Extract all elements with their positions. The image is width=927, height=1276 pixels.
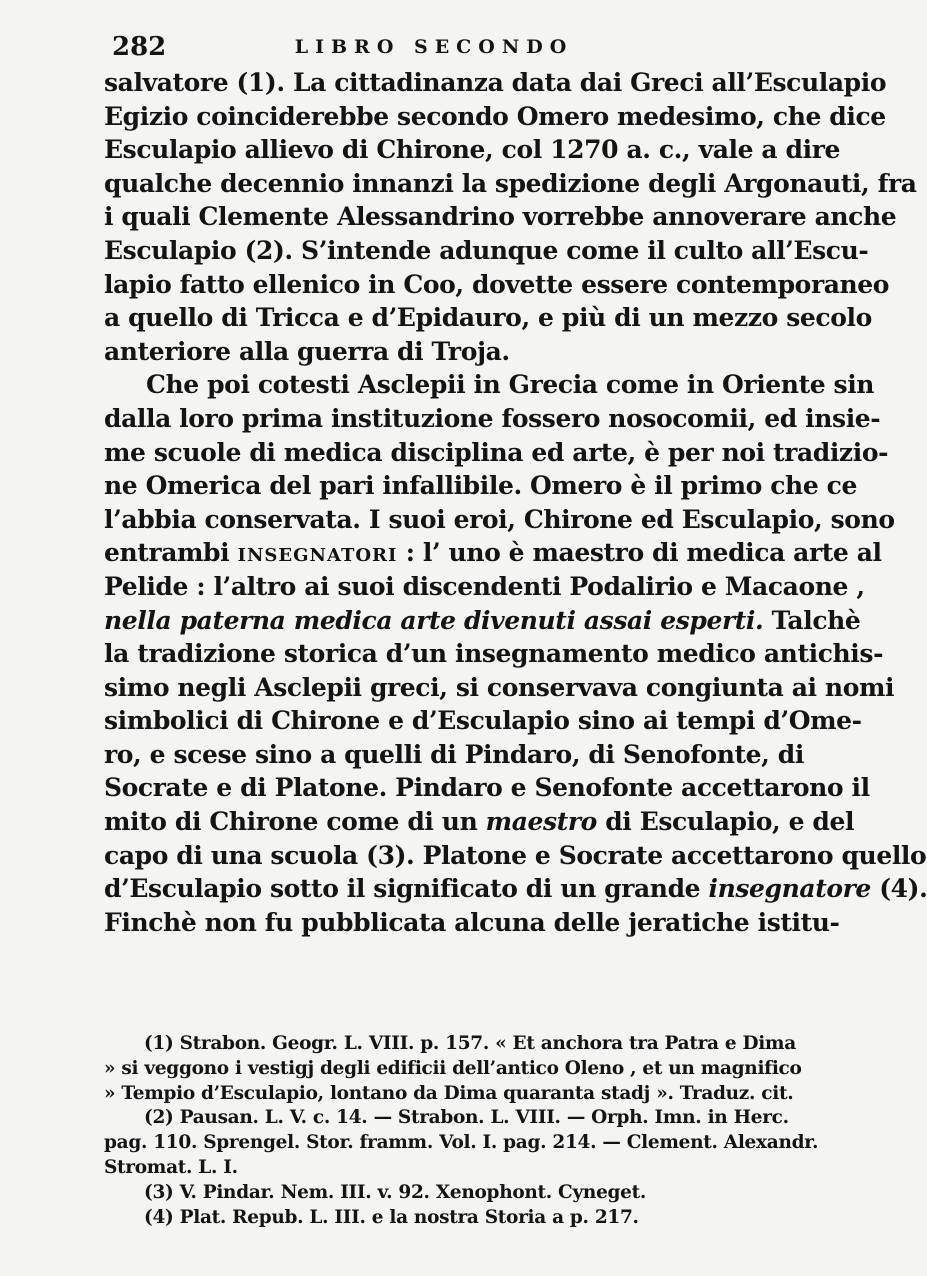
footnote-line: (4) Plat. Repub. L. III. e la nostra Storia a p. 217.	[144, 1206, 639, 1228]
text-line: qualche decennio innanzi la spedizione degli Argonauti, fra	[104, 168, 917, 198]
text-line: Egizio coinciderebbe secondo Omero medesimo, che dice	[104, 101, 886, 131]
page-header	[104, 32, 764, 62]
footnote-line: » si veggono i vestigj degli edificii dell’antico Oleno , et un magnifico	[104, 1057, 802, 1079]
text-segment: (4).	[879, 874, 927, 904]
text-line: lapio fatto ellenico in Coo, dovette essere contemporaneo	[104, 269, 890, 299]
text-line: la tradizione storica d’un insegnamento medico antichis-	[104, 639, 884, 669]
italic-word: maestro	[485, 807, 597, 837]
text-line: Socrate e di Platone. Pindaro e Senofonte accettarono il	[104, 773, 870, 803]
italic-phrase: nella paterna medica arte divenuti assai esperti.	[104, 605, 764, 635]
text-line: l’abbia conservata. I suoi eroi, Chirone ed Esculapio, sono	[104, 504, 895, 534]
text-line: Finchè non fu pubblicata alcuna delle jeratiche istitu-	[104, 907, 840, 937]
text-line	[104, 805, 855, 839]
text-line	[104, 872, 927, 906]
text-line: capo di una scuola (3). Platone e Socrate accettarono quello	[104, 840, 927, 870]
footnote-line: pag. 110. Sprengel. Stor. framm. Vol. I. pag. 214. — Clement. Alexandr.	[104, 1132, 819, 1154]
text-line	[104, 536, 882, 570]
footnotes	[104, 1032, 819, 1230]
footnote-line: Stromat. L. I.	[104, 1156, 238, 1178]
text-line: anteriore alla guerra di Troja.	[104, 336, 510, 366]
text-line: a quello di Tricca e d’Epidauro, e più di un mezzo secolo	[104, 303, 872, 333]
text-line: ro, e scese sino a quelli di Pindaro, di Senofonte, di	[104, 739, 804, 769]
text-segment: di Esculapio, e del	[605, 807, 855, 837]
text-line: i quali Clemente Alessandrino vorrebbe annoverare anche	[104, 202, 897, 232]
text-segment: entrambi	[104, 538, 230, 568]
text-segment: Talchè	[771, 605, 861, 635]
text-line: simo negli Asclepii greci, si conservava congiunta ai nomi	[104, 672, 895, 702]
text-segment: d’Esculapio sotto il significato di un grande	[104, 874, 701, 904]
text-line: salvatore (1). La cittadinanza data dai Greci all’Esculapio	[104, 68, 887, 97]
text-segment: mito di Chirone come di un	[104, 807, 478, 837]
text-line: Esculapio (2). S’intende adunque come il culto all’Escu-	[104, 235, 869, 265]
small-caps-term: INSEGNATORI	[237, 545, 398, 567]
footnote-line: » Tempio d’Esculapio, lontano da Dima quaranta stadj ». Traduz. cit.	[104, 1082, 794, 1104]
text-line: Pelide : l’altro ai suoi discendenti Podalirio e Macaone ,	[104, 571, 865, 601]
italic-word: insegnatore	[708, 874, 871, 904]
page-number: 282	[112, 32, 167, 62]
text-line	[104, 604, 861, 638]
text-line: Esculapio allievo di Chirone, col 1270 a. c., vale a dire	[104, 135, 840, 165]
text-line: me scuole di medica disciplina ed arte, è per noi tradizio-	[104, 437, 889, 467]
text-line: ne Omerica del pari infallibile. Omero è il primo che ce	[104, 471, 857, 501]
text-line: Che poi cotesti Asclepii in Grecia come in Oriente sin	[146, 370, 875, 400]
text-line: dalla loro prima instituzione fossero nosocomii, ed insie-	[104, 403, 881, 433]
footnote-line: (3) V. Pindar. Nem. III. v. 92. Xenophont. Cyneget.	[144, 1181, 647, 1203]
text-line: simbolici di Chirone e d’Esculapio sino ai tempi d’Ome-	[104, 706, 862, 736]
text-segment: : l’ uno è maestro di medica arte al	[405, 538, 882, 568]
running-head: LIBRO SECONDO	[294, 36, 574, 58]
footnote-line: (2) Pausan. L. V. c. 14. — Strabon. L. VIII. — Orph. Imn. in Herc.	[144, 1107, 789, 1129]
footnote-line: (1) Strabon. Geogr. L. VIII. p. 157. « Et anchora tra Patra e Dima	[144, 1033, 796, 1054]
body-text	[104, 66, 927, 939]
